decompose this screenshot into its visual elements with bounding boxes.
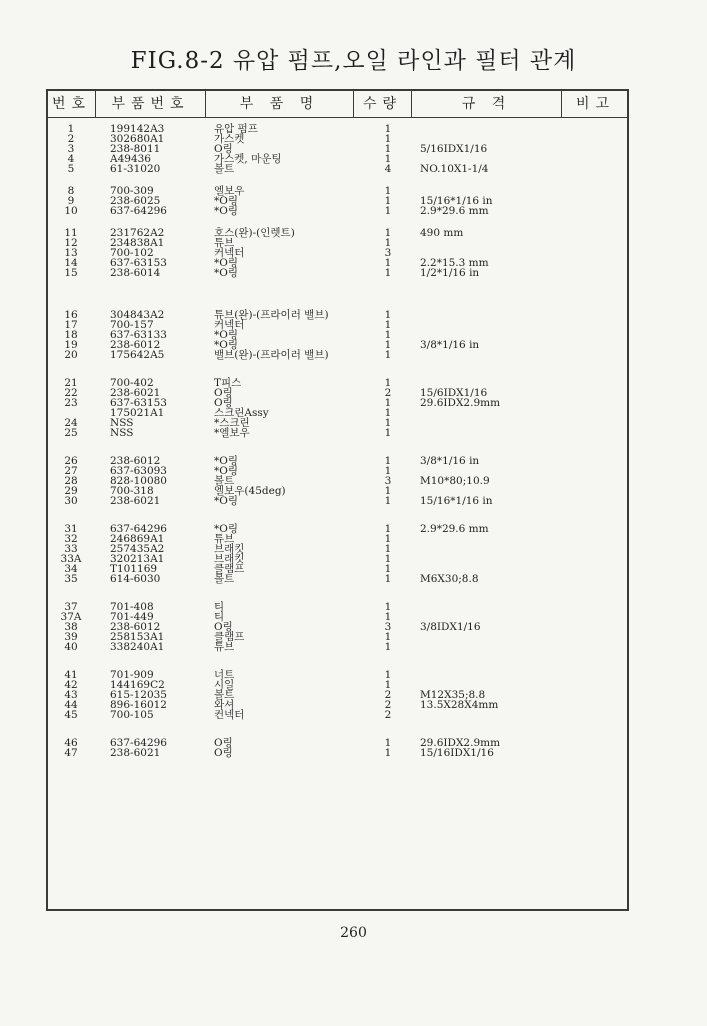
row-quantity: 3 xyxy=(384,247,392,259)
row-quantity: 1 xyxy=(384,611,392,623)
row-part-name: 브래킷 xyxy=(214,543,245,555)
row-quantity: 1 xyxy=(384,397,392,409)
row-part-number: 637-64296 xyxy=(110,523,167,535)
row-spec: M12X35;8.8 xyxy=(420,689,486,701)
row-part-number: 238-6014 xyxy=(110,267,161,279)
row-number: 1 xyxy=(67,123,75,135)
table-row xyxy=(48,205,627,217)
row-number: 12 xyxy=(64,237,78,249)
row-quantity: 1 xyxy=(384,143,392,155)
row-part-name: 튜브 xyxy=(214,533,235,545)
row-part-name: *O링 xyxy=(214,195,239,207)
row-quantity: 1 xyxy=(384,329,392,341)
row-part-number: NSS xyxy=(110,427,134,439)
row-number: 16 xyxy=(64,309,78,321)
row-part-number: 234838A1 xyxy=(110,237,165,249)
row-part-number: A49436 xyxy=(110,153,151,165)
row-part-number: 238-6012 xyxy=(110,339,161,351)
row-part-name: 커넥터 xyxy=(214,319,245,331)
row-quantity: 2 xyxy=(384,709,392,721)
row-quantity: 1 xyxy=(384,349,392,361)
row-part-name: *스크린 xyxy=(214,417,250,429)
row-part-name: 밸브(완)-(프라이러 밸브) xyxy=(214,349,329,361)
row-part-name: 호스(완)-(인렛트) xyxy=(214,227,295,239)
row-number: 35 xyxy=(64,573,78,585)
row-number: 38 xyxy=(64,621,78,633)
row-part-number: 246869A1 xyxy=(110,533,165,545)
row-number: 5 xyxy=(67,163,75,175)
row-quantity: 1 xyxy=(384,523,392,535)
page-title: FIG.8-2 유압 펌프,오일 라인과 필터 관계 xyxy=(130,48,577,74)
row-part-number: 199142A3 xyxy=(110,123,165,135)
row-spec: 2.9*29.6 mm xyxy=(420,523,489,535)
row-part-name: O링 xyxy=(214,397,233,409)
row-part-number: 144169C2 xyxy=(110,679,165,691)
row-part-name: 볼트 xyxy=(214,475,235,487)
table-row xyxy=(48,163,627,175)
row-part-number: 238-8011 xyxy=(110,143,161,155)
row-part-name: O링 xyxy=(214,737,233,749)
row-number: 29 xyxy=(64,485,78,497)
row-part-name: 클램프 xyxy=(214,631,245,643)
row-number: 33 xyxy=(64,543,78,555)
row-part-name: 가스켓, 마운팅 xyxy=(214,153,282,165)
row-part-number: 700-318 xyxy=(110,485,154,497)
row-spec: 3/8*1/16 in xyxy=(420,339,480,351)
row-part-name: O링 xyxy=(214,387,233,399)
row-part-number: 896-16012 xyxy=(110,699,167,711)
row-spec: NO.10X1-1/4 xyxy=(420,163,489,175)
row-part-name: *O링 xyxy=(214,495,239,507)
row-part-number: 700-402 xyxy=(110,377,154,389)
header-spec: 규 격 xyxy=(412,91,562,117)
row-quantity: 4 xyxy=(384,163,392,175)
row-part-name: *O링 xyxy=(214,523,239,535)
row-number: 4 xyxy=(67,153,75,165)
row-part-number: 238-6012 xyxy=(110,621,161,633)
row-quantity: 1 xyxy=(384,133,392,145)
row-part-number: 700-157 xyxy=(110,319,154,331)
row-number: 15 xyxy=(64,267,78,279)
table-row xyxy=(48,427,627,439)
row-part-number: 637-63153 xyxy=(110,257,167,269)
row-part-number: 637-63093 xyxy=(110,465,167,477)
row-number: 43 xyxy=(64,689,78,701)
row-part-name: O링 xyxy=(214,747,233,759)
row-part-name: 가스켓 xyxy=(214,133,245,145)
row-number: 8 xyxy=(67,185,75,197)
row-quantity: 1 xyxy=(384,669,392,681)
header-remarks: 비고 xyxy=(575,96,616,112)
row-quantity: 1 xyxy=(384,153,392,165)
row-part-name: *O링 xyxy=(214,257,239,269)
row-part-name: *엘보우 xyxy=(214,427,250,439)
row-number: 11 xyxy=(64,227,78,239)
row-quantity: 3 xyxy=(384,475,392,487)
row-number: 24 xyxy=(64,417,78,429)
row-part-number: 700-102 xyxy=(110,247,154,259)
row-part-name: 티 xyxy=(214,601,225,613)
row-number: 33A xyxy=(60,553,82,565)
row-quantity: 1 xyxy=(384,123,392,135)
row-quantity: 2 xyxy=(384,689,392,701)
row-part-name: 티 xyxy=(214,611,225,623)
row-number: 3 xyxy=(67,143,75,155)
row-part-number: 614-6030 xyxy=(110,573,161,585)
row-part-number: 175021A1 xyxy=(110,407,165,419)
header-part-number: 부품번호 xyxy=(96,91,206,117)
row-part-name: 컨넥터 xyxy=(214,709,245,721)
row-part-name: *O링 xyxy=(214,205,239,217)
row-quantity: 1 xyxy=(384,339,392,351)
row-quantity: 2 xyxy=(384,699,392,711)
row-quantity: 1 xyxy=(384,267,392,279)
row-part-number: 238-6025 xyxy=(110,195,161,207)
row-number: 45 xyxy=(64,709,78,721)
row-number: 47 xyxy=(64,747,78,759)
row-quantity: 1 xyxy=(384,427,392,439)
row-quantity: 1 xyxy=(384,185,392,197)
row-spec: 3/8*1/16 in xyxy=(420,455,480,467)
row-number: 2 xyxy=(67,133,75,145)
row-spec: 29.6IDX2.9mm xyxy=(420,397,501,409)
row-number: 34 xyxy=(64,563,78,575)
row-spec: 1/2*1/16 in xyxy=(420,267,480,279)
row-part-name: 유압 펌프 xyxy=(214,123,258,135)
row-part-number: 700-105 xyxy=(110,709,154,721)
table-row xyxy=(48,747,627,759)
row-number: 42 xyxy=(64,679,78,691)
row-part-number: 637-64296 xyxy=(110,205,167,217)
row-number: 27 xyxy=(64,465,78,477)
row-number: 39 xyxy=(64,631,78,643)
row-quantity: 1 xyxy=(384,377,392,389)
row-number: 44 xyxy=(64,699,78,711)
row-part-name: O링 xyxy=(214,143,233,155)
row-quantity: 1 xyxy=(384,237,392,249)
row-number: 26 xyxy=(64,455,78,467)
row-quantity: 1 xyxy=(384,417,392,429)
row-part-name: *O링 xyxy=(214,455,239,467)
row-spec: M6X30;8.8 xyxy=(420,573,479,585)
row-part-number: 338240A1 xyxy=(110,641,165,653)
table-row xyxy=(48,641,627,653)
row-number: 22 xyxy=(64,387,78,399)
row-part-number: 701-449 xyxy=(110,611,154,623)
row-part-number: 637-63153 xyxy=(110,397,167,409)
row-part-name: 스크린Assy xyxy=(214,407,269,419)
row-part-number: T101169 xyxy=(110,563,158,575)
row-quantity: 1 xyxy=(384,737,392,749)
row-part-name: 튜브(완)-(프라이러 밸브) xyxy=(214,309,329,321)
row-part-number: 828-10080 xyxy=(110,475,167,487)
row-part-name: 클램프 xyxy=(214,563,245,575)
row-part-number: 701-408 xyxy=(110,601,154,613)
table-row xyxy=(48,573,627,585)
row-quantity: 1 xyxy=(384,573,392,585)
row-part-name: *O링 xyxy=(214,267,239,279)
row-number: 9 xyxy=(67,195,75,207)
table-row xyxy=(48,349,627,361)
row-quantity: 1 xyxy=(384,679,392,691)
row-spec: 15/6IDX1/16 xyxy=(420,387,488,399)
row-part-number: 302680A1 xyxy=(110,133,165,145)
row-part-name: 너트 xyxy=(214,669,235,681)
table-row xyxy=(48,709,627,721)
row-part-number: 320213A1 xyxy=(110,553,165,565)
row-part-number: 615-12035 xyxy=(110,689,167,701)
row-number: 32 xyxy=(64,533,78,545)
row-part-number: 637-63133 xyxy=(110,329,167,341)
row-number: 10 xyxy=(64,205,78,217)
row-quantity: 1 xyxy=(384,631,392,643)
parts-table xyxy=(46,89,629,911)
row-part-name: 볼트 xyxy=(214,573,235,585)
row-quantity: 1 xyxy=(384,195,392,207)
row-spec: M10*80;10.9 xyxy=(420,475,490,487)
table-row xyxy=(48,267,627,279)
row-quantity: 1 xyxy=(384,465,392,477)
row-number: 31 xyxy=(64,523,78,535)
row-part-name: T피스 xyxy=(214,377,242,389)
row-spec: 5/16IDX1/16 xyxy=(420,143,488,155)
row-number: 21 xyxy=(64,377,78,389)
row-spec: 15/16*1/16 in xyxy=(420,495,493,507)
row-quantity: 1 xyxy=(384,533,392,545)
row-part-number: NSS xyxy=(110,417,134,429)
row-part-name: 커넥터 xyxy=(214,247,245,259)
row-spec: 15/16*1/16 in xyxy=(420,195,493,207)
row-quantity: 1 xyxy=(384,495,392,507)
row-number: 25 xyxy=(64,427,78,439)
row-part-name: *O링 xyxy=(214,465,239,477)
table-row xyxy=(48,495,627,507)
row-number: 40 xyxy=(64,641,78,653)
row-spec: 2.2*15.3 mm xyxy=(420,257,489,269)
row-part-name: *O링 xyxy=(214,339,239,351)
row-part-number: 231762A2 xyxy=(110,227,165,239)
row-part-number: 238-6021 xyxy=(110,495,161,507)
row-part-number: 258153A1 xyxy=(110,631,165,643)
row-number: 23 xyxy=(64,397,78,409)
row-number: 18 xyxy=(64,329,78,341)
row-number: 46 xyxy=(64,737,78,749)
row-quantity: 1 xyxy=(384,407,392,419)
row-part-name: 튜브 xyxy=(214,237,235,249)
row-quantity: 1 xyxy=(384,309,392,321)
row-part-number: 175642A5 xyxy=(110,349,165,361)
row-number: 30 xyxy=(64,495,78,507)
row-part-name: 볼트 xyxy=(214,689,235,701)
row-quantity: 1 xyxy=(384,553,392,565)
row-quantity: 1 xyxy=(384,747,392,759)
header-quantity: 수량 xyxy=(354,91,412,117)
row-part-number: 701-909 xyxy=(110,669,154,681)
row-quantity: 1 xyxy=(384,543,392,555)
row-part-name: *O링 xyxy=(214,329,239,341)
row-quantity: 1 xyxy=(384,227,392,239)
row-quantity: 2 xyxy=(384,387,392,399)
row-number: 20 xyxy=(64,349,78,361)
row-part-number: 238-6021 xyxy=(110,387,161,399)
row-part-number: 61-31020 xyxy=(110,163,161,175)
row-part-number: 637-64296 xyxy=(110,737,167,749)
row-quantity: 3 xyxy=(384,621,392,633)
row-spec: 29.6IDX2.9mm xyxy=(420,737,501,749)
row-part-name: 브래킷 xyxy=(214,553,245,565)
row-part-number: 238-6012 xyxy=(110,455,161,467)
row-quantity: 1 xyxy=(384,205,392,217)
row-part-name: 시일 xyxy=(214,679,235,691)
row-quantity: 1 xyxy=(384,319,392,331)
header-number: 번호 xyxy=(48,91,96,117)
row-part-name: 튜브 xyxy=(214,641,235,653)
row-number: 13 xyxy=(64,247,78,259)
page-number: 260 xyxy=(340,925,367,941)
row-spec: 15/16IDX1/16 xyxy=(420,747,494,759)
row-part-name: 엘보우 xyxy=(214,185,245,197)
row-number: 37A xyxy=(60,611,82,623)
row-spec: 13.5X28X4mm xyxy=(420,699,499,711)
row-number: 28 xyxy=(64,475,78,487)
header-part-name: 부 품 명 xyxy=(206,91,354,117)
row-number: 37 xyxy=(64,601,78,613)
row-part-number: 700-309 xyxy=(110,185,154,197)
row-part-name: O링 xyxy=(214,621,233,633)
row-part-number: 257435A2 xyxy=(110,543,165,555)
row-number: 17 xyxy=(64,319,78,331)
row-spec: 490 mm xyxy=(420,227,464,239)
row-part-name: 와셔 xyxy=(214,699,235,711)
table-header xyxy=(48,91,627,118)
row-spec: 3/8IDX1/16 xyxy=(420,621,481,633)
row-part-number: 304843A2 xyxy=(110,309,165,321)
row-quantity: 1 xyxy=(384,257,392,269)
row-quantity: 1 xyxy=(384,485,392,497)
row-quantity: 1 xyxy=(384,641,392,653)
row-number: 41 xyxy=(64,669,78,681)
row-spec: 2.9*29.6 mm xyxy=(420,205,489,217)
row-quantity: 1 xyxy=(384,601,392,613)
row-quantity: 1 xyxy=(384,455,392,467)
row-number: 19 xyxy=(64,339,78,351)
row-quantity: 1 xyxy=(384,563,392,575)
row-number: 14 xyxy=(64,257,78,269)
row-part-name: 엘보우(45deg) xyxy=(214,485,286,497)
row-part-name: 볼트 xyxy=(214,163,235,175)
row-part-number: 238-6021 xyxy=(110,747,161,759)
